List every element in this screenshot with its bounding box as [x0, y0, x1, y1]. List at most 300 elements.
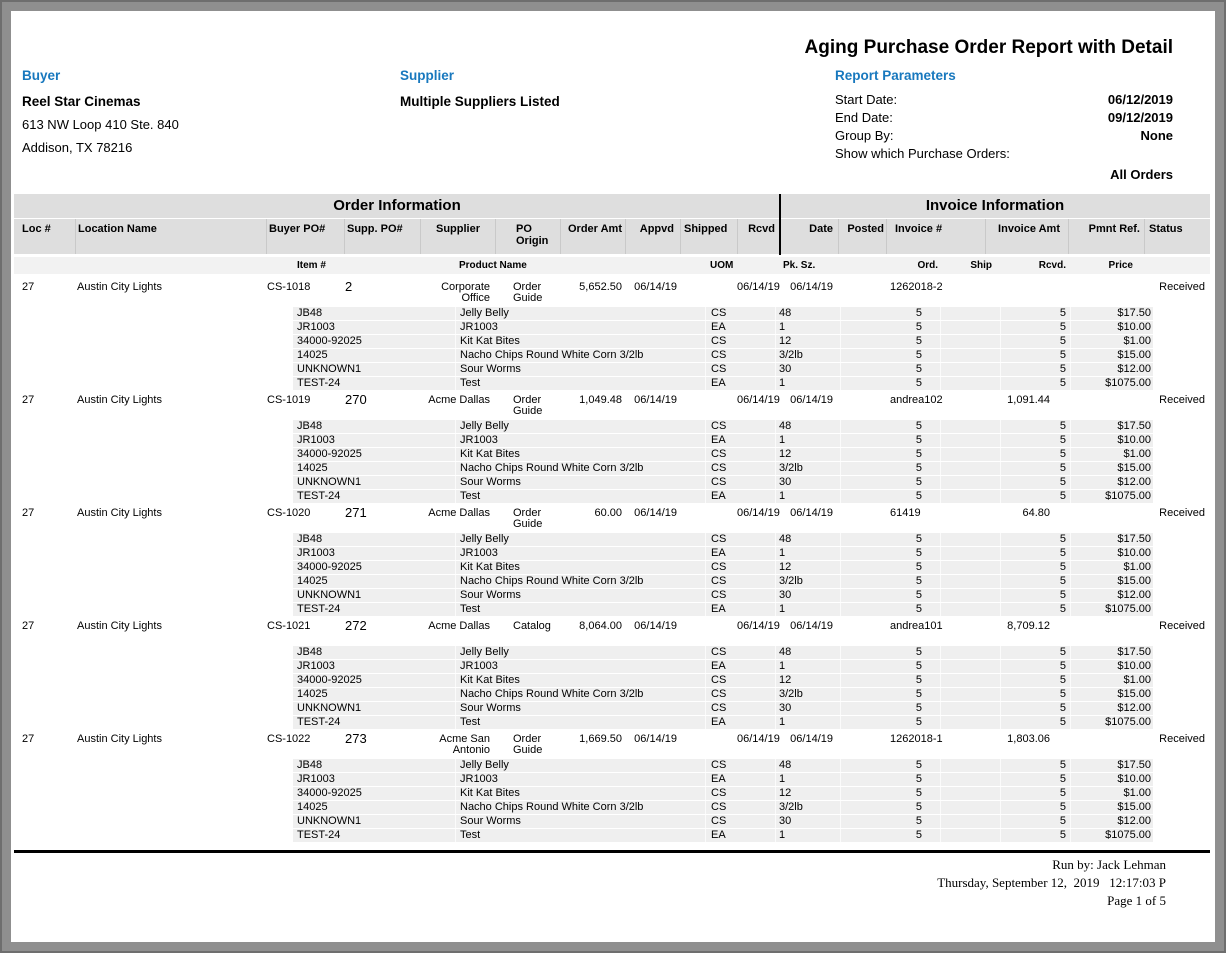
item-cell-rcvd: 5 — [1000, 646, 1070, 659]
item-cell-indent — [14, 702, 293, 715]
item-cell-item-no: JB48 — [293, 646, 455, 659]
item-detail-row — [14, 787, 1210, 800]
item-cell-rcvd: 5 — [1000, 533, 1070, 546]
item-cell-uom: EA — [705, 773, 775, 786]
item-header-uom: UOM — [710, 260, 734, 271]
item-cell-pk-sz: 3/2lb — [775, 575, 840, 588]
item-cell-price: $15.00 — [1070, 349, 1153, 362]
cell-supp-po: 2 — [345, 279, 353, 294]
item-cell-ship — [940, 434, 1000, 447]
item-cell-uom: CS — [705, 448, 775, 461]
item-cell-pk-sz: 30 — [775, 702, 840, 715]
item-cell-uom: CS — [705, 575, 775, 588]
item-header-tail-spacer — [1153, 257, 1210, 274]
param-label: End Date: — [835, 110, 893, 125]
item-cell-ord: 5 — [840, 321, 940, 334]
item-cell-item-no: 14025 — [293, 462, 455, 475]
item-cell-uom: EA — [705, 603, 775, 616]
item-detail-row — [14, 307, 1210, 320]
item-cell-price: $1.00 — [1070, 448, 1153, 461]
report-parameters-heading: Report Parameters — [835, 68, 956, 83]
cell-location-name: Austin City Lights — [77, 620, 162, 632]
item-cell-rcvd: 5 — [1000, 490, 1070, 503]
item-cell-item-no: JB48 — [293, 307, 455, 320]
cell-order-amt: 1,049.48 — [579, 394, 622, 406]
item-cell-pk-sz: 3/2lb — [775, 688, 840, 701]
cell-invoice-no: andrea101 — [890, 620, 943, 632]
item-cell-uom: CS — [705, 349, 775, 362]
item-cell-product-name: Jelly Belly — [455, 307, 705, 320]
cell-rcvd: 06/14/19 — [737, 620, 780, 632]
item-cell-product-name: Jelly Belly — [455, 759, 705, 772]
item-cell-pk-sz: 1 — [775, 434, 840, 447]
item-cell-product-name: Kit Kat Bites — [455, 674, 705, 687]
item-cell-uom: EA — [705, 829, 775, 842]
cell-invoice-no: andrea102 — [890, 394, 943, 406]
cell-supplier: Corporate Office — [441, 281, 490, 304]
section-divider-line — [779, 194, 781, 255]
cell-loc: 27 — [22, 507, 35, 519]
cell-supp-po: 270 — [345, 392, 367, 407]
item-cell-pk-sz: 1 — [775, 773, 840, 786]
item-cell-tail — [1153, 476, 1210, 489]
item-cell-tail — [1153, 815, 1210, 828]
cell-pmnt-ref — [1068, 395, 1144, 417]
cell-posted — [838, 282, 886, 304]
item-cell-product-name: Test — [455, 377, 705, 390]
item-cell-product-name: Nacho Chips Round White Corn 3/2lb — [455, 575, 705, 588]
cell-rcvd: 06/14/19 — [737, 281, 780, 293]
cell-order-amt: 60.00 — [594, 507, 622, 519]
item-cell-indent — [14, 773, 293, 786]
item-cell-item-no: 34000-92025 — [293, 448, 455, 461]
cell-status: Received — [1159, 281, 1205, 293]
cell-pmnt-ref — [1068, 282, 1144, 304]
item-cell-item-no: TEST-24 — [293, 490, 455, 503]
item-cell-product-name: Sour Worms — [455, 815, 705, 828]
item-cell-ord: 5 — [840, 603, 940, 616]
cell-rcvd: 06/14/19 — [737, 733, 780, 745]
col-header-loc: Loc # — [22, 223, 51, 235]
item-cell-rcvd: 5 — [1000, 688, 1070, 701]
cell-location-name: Austin City Lights — [77, 281, 162, 293]
item-cell-price: $15.00 — [1070, 462, 1153, 475]
item-cell-ship — [940, 815, 1000, 828]
item-cell-price: $1075.00 — [1070, 716, 1153, 729]
supplier-name: Multiple Suppliers Listed — [400, 94, 560, 109]
item-cell-product-name: Kit Kat Bites — [455, 787, 705, 800]
item-cell-ship — [940, 448, 1000, 461]
item-cell-uom: CS — [705, 335, 775, 348]
item-detail-row — [14, 829, 1210, 842]
item-cell-indent — [14, 547, 293, 560]
item-cell-pk-sz: 1 — [775, 829, 840, 842]
item-cell-pk-sz: 1 — [775, 490, 840, 503]
item-cell-ord: 5 — [840, 420, 940, 433]
item-cell-uom: CS — [705, 815, 775, 828]
item-cell-indent — [14, 829, 293, 842]
item-cell-pk-sz: 3/2lb — [775, 462, 840, 475]
item-cell-uom: CS — [705, 363, 775, 376]
item-detail-row — [14, 335, 1210, 348]
item-cell-ord: 5 — [840, 773, 940, 786]
cell-appvd: 06/14/19 — [634, 507, 677, 519]
item-cell-ship — [940, 674, 1000, 687]
item-cell-rcvd: 5 — [1000, 321, 1070, 334]
cell-status: Received — [1159, 394, 1205, 406]
item-cell-price: $17.50 — [1070, 533, 1153, 546]
cell-shipped — [680, 508, 737, 530]
item-cell-indent — [14, 589, 293, 602]
item-cell-uom: EA — [705, 377, 775, 390]
item-cell-pk-sz: 30 — [775, 476, 840, 489]
item-cell-ord: 5 — [840, 448, 940, 461]
cell-invoice-no: 1262018-1 — [890, 733, 943, 745]
item-cell-ship — [940, 476, 1000, 489]
item-rows — [14, 307, 1210, 390]
cell-appvd: 06/14/19 — [634, 733, 677, 745]
cell-loc: 27 — [22, 281, 35, 293]
item-cell-tail — [1153, 448, 1210, 461]
item-cell-pk-sz: 30 — [775, 363, 840, 376]
item-rows — [14, 420, 1210, 503]
item-cell-ord: 5 — [840, 533, 940, 546]
item-cell-pk-sz: 48 — [775, 646, 840, 659]
item-cell-price: $10.00 — [1070, 547, 1153, 560]
item-cell-uom: EA — [705, 660, 775, 673]
item-detail-row — [14, 533, 1210, 546]
item-rows — [14, 759, 1210, 842]
item-cell-ord: 5 — [840, 335, 940, 348]
item-cell-ord: 5 — [840, 688, 940, 701]
report-parameters-section — [835, 68, 1173, 184]
item-cell-indent — [14, 575, 293, 588]
cell-po-origin: Catalog — [513, 620, 551, 632]
item-cell-ship — [940, 363, 1000, 376]
purchase-order-row — [14, 505, 1210, 530]
item-detail-row — [14, 363, 1210, 376]
item-cell-tail — [1153, 335, 1210, 348]
cell-shipped — [680, 395, 737, 417]
cell-posted — [838, 621, 886, 643]
item-header-rcvd: Rcvd. — [1038, 260, 1066, 271]
item-detail-row — [14, 575, 1210, 588]
item-cell-indent — [14, 660, 293, 673]
group-header-invoice-information: Invoice Information — [925, 197, 1065, 214]
cell-po-origin: Order Guide — [513, 281, 543, 304]
item-cell-product-name: Jelly Belly — [455, 533, 705, 546]
item-cell-ord: 5 — [840, 829, 940, 842]
item-cell-ship — [940, 462, 1000, 475]
item-header-row — [14, 257, 1210, 274]
item-cell-price: $12.00 — [1070, 815, 1153, 828]
item-cell-item-no: TEST-24 — [293, 716, 455, 729]
item-cell-rcvd: 5 — [1000, 476, 1070, 489]
item-cell-rcvd: 5 — [1000, 575, 1070, 588]
param-row-start-date — [835, 91, 1173, 109]
purchase-order-row — [14, 392, 1210, 417]
item-cell-item-no: JB48 — [293, 533, 455, 546]
item-cell-item-no: 14025 — [293, 349, 455, 362]
cell-invoice-amt: 1,803.06 — [1007, 733, 1050, 745]
item-cell-indent — [14, 363, 293, 376]
purchase-order-block — [14, 279, 1210, 390]
item-cell-ord: 5 — [840, 561, 940, 574]
item-cell-ship — [940, 307, 1000, 320]
col-header-appvd: Appvd — [625, 219, 680, 254]
item-cell-price: $1075.00 — [1070, 603, 1153, 616]
item-cell-rcvd: 5 — [1000, 716, 1070, 729]
purchase-order-block — [14, 731, 1210, 842]
item-cell-tail — [1153, 490, 1210, 503]
item-cell-tail — [1153, 674, 1210, 687]
cell-po-origin: Order Guide — [513, 507, 543, 530]
item-cell-product-name: Test — [455, 603, 705, 616]
item-detail-row — [14, 547, 1210, 560]
item-cell-uom: EA — [705, 321, 775, 334]
item-cell-tail — [1153, 575, 1210, 588]
col-header-date: Date — [809, 223, 833, 235]
item-cell-product-name: JR1003 — [455, 434, 705, 447]
item-cell-rcvd: 5 — [1000, 448, 1070, 461]
item-cell-tail — [1153, 420, 1210, 433]
item-cell-ship — [940, 603, 1000, 616]
cell-invoice-no: 61419 — [890, 507, 921, 519]
item-cell-item-no: 14025 — [293, 801, 455, 814]
col-header-po-origin: PO Origin — [495, 219, 560, 254]
footer-run-by: Run by: Jack Lehman — [1052, 857, 1166, 872]
item-cell-indent — [14, 377, 293, 390]
item-cell-indent — [14, 321, 293, 334]
col-header-buyer-po: Buyer PO# — [266, 219, 344, 254]
item-detail-row — [14, 759, 1210, 772]
item-cell-uom: EA — [705, 490, 775, 503]
cell-status: Received — [1159, 507, 1205, 519]
item-cell-item-no: 14025 — [293, 575, 455, 588]
item-detail-row — [14, 716, 1210, 729]
purchase-order-row — [14, 279, 1210, 304]
param-label: Start Date: — [835, 92, 898, 107]
item-cell-price: $10.00 — [1070, 321, 1153, 334]
item-cell-tail — [1153, 716, 1210, 729]
cell-supplier: Acme Dallas — [428, 507, 490, 519]
item-cell-tail — [1153, 547, 1210, 560]
cell-status: Received — [1159, 620, 1205, 632]
item-cell-indent — [14, 476, 293, 489]
buyer-name: Reel Star Cinemas — [22, 94, 141, 109]
item-cell-indent — [14, 307, 293, 320]
buyer-address-line1: 613 NW Loop 410 Ste. 840 — [22, 117, 179, 132]
item-cell-ord: 5 — [840, 307, 940, 320]
cell-appvd: 06/14/19 — [634, 281, 677, 293]
item-cell-item-no: 34000-92025 — [293, 561, 455, 574]
param-label: Show which Purchase Orders: — [835, 146, 1010, 161]
item-cell-rcvd: 5 — [1000, 801, 1070, 814]
report-bottom-rule — [14, 850, 1210, 853]
param-row-group-by — [835, 127, 1173, 145]
group-header-order-information: Order Information — [333, 197, 461, 214]
item-cell-ord: 5 — [840, 801, 940, 814]
cell-invoice-date: 06/14/19 — [790, 733, 833, 745]
item-cell-tail — [1153, 377, 1210, 390]
item-cell-pk-sz: 1 — [775, 321, 840, 334]
item-detail-row — [14, 476, 1210, 489]
item-cell-uom: CS — [705, 307, 775, 320]
item-cell-ord: 5 — [840, 575, 940, 588]
item-cell-product-name: Sour Worms — [455, 476, 705, 489]
cell-location-name: Austin City Lights — [77, 394, 162, 406]
item-cell-pk-sz: 30 — [775, 815, 840, 828]
item-cell-price: $1075.00 — [1070, 377, 1153, 390]
item-cell-uom: CS — [705, 801, 775, 814]
item-cell-uom: EA — [705, 716, 775, 729]
item-cell-indent — [14, 349, 293, 362]
item-cell-ord: 5 — [840, 363, 940, 376]
item-cell-ship — [940, 759, 1000, 772]
item-cell-ship — [940, 829, 1000, 842]
item-cell-item-no: JR1003 — [293, 434, 455, 447]
item-cell-item-no: JR1003 — [293, 660, 455, 673]
item-cell-product-name: Kit Kat Bites — [455, 335, 705, 348]
item-cell-tail — [1153, 787, 1210, 800]
item-detail-row — [14, 815, 1210, 828]
item-cell-pk-sz: 12 — [775, 787, 840, 800]
cell-supp-po: 272 — [345, 618, 367, 633]
item-cell-product-name: JR1003 — [455, 547, 705, 560]
buyer-heading: Buyer — [22, 68, 61, 83]
param-value: 09/12/2019 — [1107, 110, 1173, 125]
item-cell-tail — [1153, 759, 1210, 772]
item-cell-ord: 5 — [840, 660, 940, 673]
item-cell-ship — [940, 547, 1000, 560]
cell-supplier: Acme Dallas — [428, 394, 490, 406]
purchase-order-row — [14, 731, 1210, 756]
cell-loc: 27 — [22, 620, 35, 632]
item-cell-rcvd: 5 — [1000, 307, 1070, 320]
item-cell-ord: 5 — [840, 702, 940, 715]
supplier-heading: Supplier — [400, 68, 455, 83]
item-cell-price: $15.00 — [1070, 801, 1153, 814]
item-cell-item-no: 14025 — [293, 688, 455, 701]
cell-invoice-date: 06/14/19 — [790, 281, 833, 293]
cell-supp-po: 273 — [345, 731, 367, 746]
item-cell-item-no: JR1003 — [293, 547, 455, 560]
item-cell-ord: 5 — [840, 476, 940, 489]
item-cell-uom: CS — [705, 646, 775, 659]
cell-shipped — [680, 734, 737, 756]
item-cell-product-name: Sour Worms — [455, 702, 705, 715]
item-cell-price: $17.50 — [1070, 759, 1153, 772]
item-cell-price: $15.00 — [1070, 688, 1153, 701]
item-detail-row — [14, 349, 1210, 362]
table-header — [14, 194, 1210, 274]
purchase-order-block — [14, 392, 1210, 503]
item-cell-indent — [14, 787, 293, 800]
col-header-pmnt-ref: Pmnt Ref. — [1068, 219, 1144, 254]
item-cell-tail — [1153, 646, 1210, 659]
param-value: 06/12/2019 — [1107, 92, 1173, 107]
item-cell-ship — [940, 321, 1000, 334]
item-cell-ship — [940, 716, 1000, 729]
item-cell-product-name: JR1003 — [455, 660, 705, 673]
cell-order-amt: 5,652.50 — [579, 281, 622, 293]
cell-invoice-amt: 1,091.44 — [1007, 394, 1050, 406]
buyer-address-line2: Addison, TX 78216 — [22, 140, 133, 155]
item-cell-uom: CS — [705, 688, 775, 701]
cell-shipped — [680, 621, 737, 643]
item-cell-price: $12.00 — [1070, 363, 1153, 376]
item-detail-row — [14, 589, 1210, 602]
col-header-posted: Posted — [838, 219, 886, 254]
cell-invoice-amt — [985, 282, 1068, 304]
item-cell-item-no: JB48 — [293, 759, 455, 772]
item-cell-ship — [940, 349, 1000, 362]
item-cell-item-no: JR1003 — [293, 773, 455, 786]
order-blocks — [14, 279, 1210, 842]
item-cell-tail — [1153, 688, 1210, 701]
param-row-end-date — [835, 109, 1173, 127]
item-cell-ord: 5 — [840, 759, 940, 772]
cell-invoice-amt: 64.80 — [1022, 507, 1050, 519]
item-detail-row — [14, 801, 1210, 814]
item-cell-item-no: TEST-24 — [293, 603, 455, 616]
item-cell-tail — [1153, 660, 1210, 673]
cell-invoice-date: 06/14/19 — [790, 620, 833, 632]
item-cell-ship — [940, 561, 1000, 574]
item-cell-ord: 5 — [840, 716, 940, 729]
item-detail-row — [14, 434, 1210, 447]
item-cell-item-no: UNKNOWN1 — [293, 702, 455, 715]
cell-buyer-po: CS-1020 — [267, 507, 311, 519]
item-cell-ship — [940, 646, 1000, 659]
item-cell-product-name: Nacho Chips Round White Corn 3/2lb — [455, 349, 705, 362]
item-cell-pk-sz: 30 — [775, 589, 840, 602]
item-header-product-name: Product Name — [459, 260, 527, 271]
item-cell-rcvd: 5 — [1000, 759, 1070, 772]
item-cell-pk-sz: 48 — [775, 759, 840, 772]
item-cell-uom: CS — [705, 462, 775, 475]
item-cell-uom: CS — [705, 589, 775, 602]
item-cell-uom: CS — [705, 759, 775, 772]
col-header-invoice-no: Invoice # — [886, 219, 985, 254]
cell-invoice-no: 1262018-2 — [890, 281, 943, 293]
report-page — [11, 11, 1215, 942]
item-cell-pk-sz: 1 — [775, 603, 840, 616]
item-cell-item-no: UNKNOWN1 — [293, 363, 455, 376]
cell-pmnt-ref — [1068, 508, 1144, 530]
item-cell-ship — [940, 575, 1000, 588]
item-cell-uom: CS — [705, 533, 775, 546]
item-cell-tail — [1153, 363, 1210, 376]
item-cell-tail — [1153, 829, 1210, 842]
item-cell-uom: CS — [705, 702, 775, 715]
item-cell-item-no: UNKNOWN1 — [293, 589, 455, 602]
item-cell-rcvd: 5 — [1000, 674, 1070, 687]
item-detail-row — [14, 490, 1210, 503]
cell-invoice-date: 06/14/19 — [790, 394, 833, 406]
item-detail-row — [14, 773, 1210, 786]
footer-page-number: Page 1 of 5 — [1107, 893, 1166, 908]
item-cell-indent — [14, 603, 293, 616]
item-cell-price: $17.50 — [1070, 307, 1153, 320]
item-cell-rcvd: 5 — [1000, 829, 1070, 842]
item-cell-ship — [940, 490, 1000, 503]
column-header-row — [14, 219, 1210, 254]
item-cell-tail — [1153, 533, 1210, 546]
item-cell-product-name: Nacho Chips Round White Corn 3/2lb — [455, 462, 705, 475]
item-cell-rcvd: 5 — [1000, 434, 1070, 447]
item-cell-rcvd: 5 — [1000, 363, 1070, 376]
